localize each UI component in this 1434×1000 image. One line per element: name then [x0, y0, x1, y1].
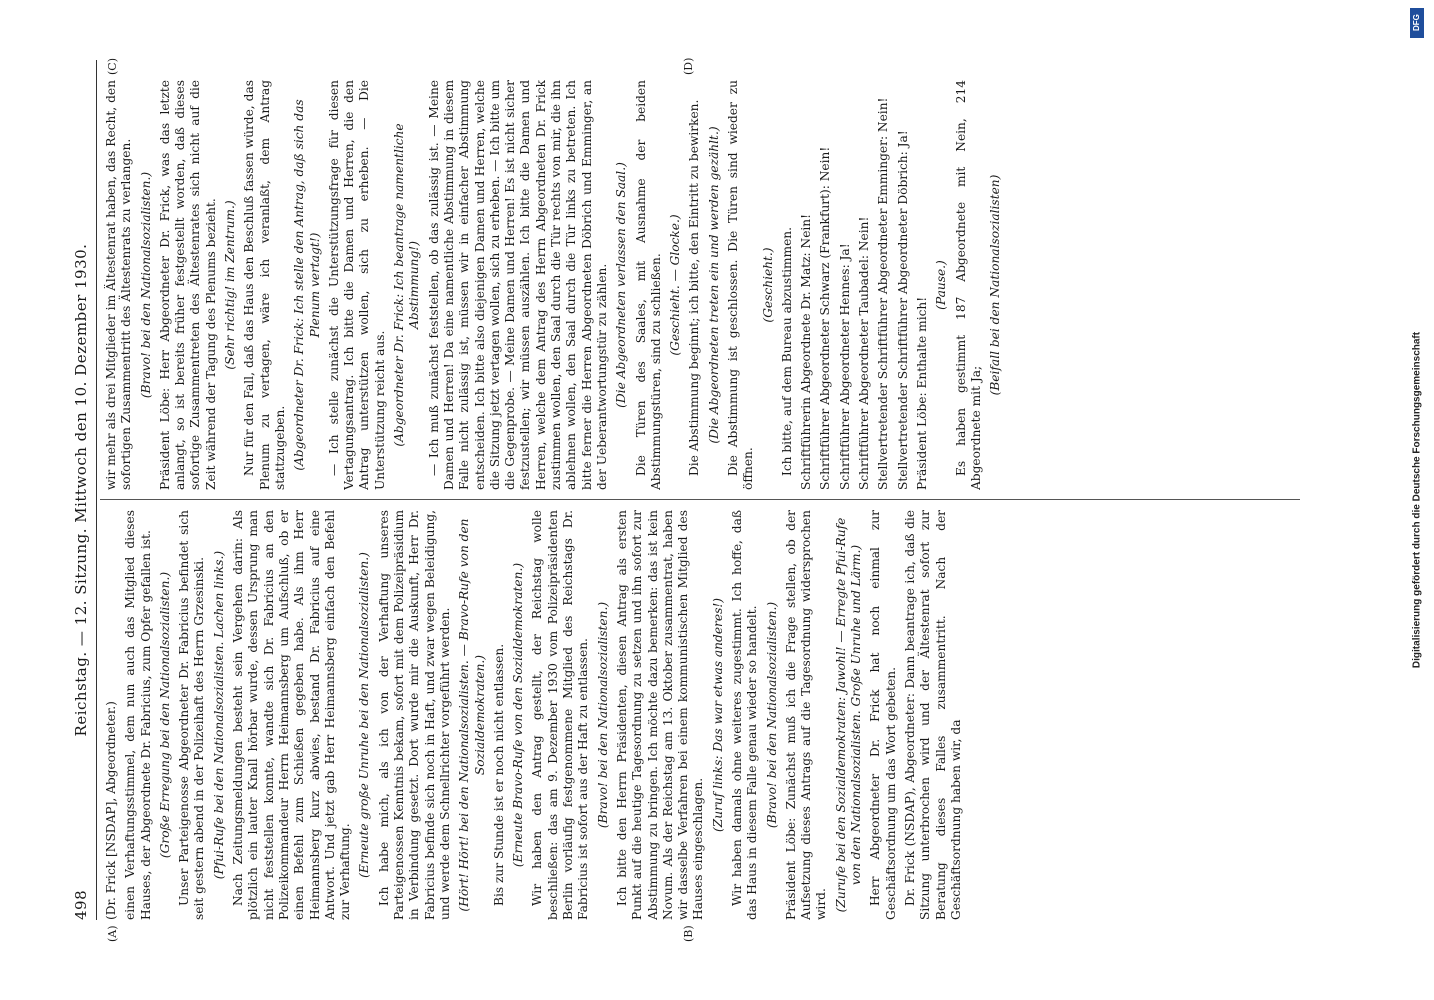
dfg-logo: DFG	[1410, 8, 1424, 38]
paragraph: Die Türen des Saales, mit Ausnahme der beiden Abstimmungstüren, sind zu schließen.	[633, 80, 663, 490]
paragraph: Ich bitte, auf dem Bureau abzustimmen.	[779, 226, 794, 476]
funding-note: Digitalisierung gefördert durch die Deutsche Forschungsgemeinschaft	[1411, 331, 1423, 669]
interjection: (Pause.)	[934, 260, 949, 310]
paragraph: Es haben gestimmt 187 Abgeordnete mit Nein, 214 Abgeordnete mit Ja;	[953, 80, 983, 490]
paragraph: Schriftführerin Abgeordnete Dr. Matz: Nein!	[799, 213, 814, 490]
paragraph: — Ich muß zunächst feststellen, ob das zulässig ist. — Meine Damen und Herren! Da eine namentliche Abstimmung in diesem Falle nicht zulässig ist, müssen wir in einfacher Abstimmung entscheiden. Ich bitte also diejenigen Damen und Herren, welche die Sitzung jetzt vertagen wollen, sich zu erheben. — Ich bitte um die Gegenprobe. — Meine Damen und Herren! Es ist nicht sicher festzustellen; wir müssen auszählen. Ich bitte die Damen und Herren, welche dem Antrag des Herrn Abgeordneten Dr. Frick zustimmen wollen, den Saal durch die Tür rechts von mir, die ihn ablehnen wollen, den Saal durch die Tür links zu betreten. Ich bitte ferner die Herren Abgeordneten Döbrich und Emminger, an der Ueberantwortungstür zu zählen.	[426, 80, 609, 490]
column-divider	[100, 499, 1300, 500]
interjection: (Pfui-Rufe bei den Nationalsozialisten. Lachen links.)	[211, 550, 226, 880]
paragraph: Dr. Frick (NSDAP), Abgeordneter: Dann beantrage ich, daß die Sitzung unterbrochen wird und der Ältestenrat sofort zur Beratung dieses Falles zusammentritt. Nach der Geschäftsordnung haben wir, da	[902, 510, 963, 920]
interjection: (Geschieht.)	[760, 247, 775, 323]
interjection: (Geschieht. — Glocke.)	[668, 214, 683, 356]
paragraph: Herr Abgeordneter Dr. Frick hat noch einmal zur Geschäftsordnung um das Wort gebeten.	[868, 510, 898, 920]
paragraph: Wir haben den Antrag gestellt, der Reichstag wolle beschließen: das am 9. Dezember 1930 vom Polizeipräsidenten Berlin vorläufig festgenommene Mitglied des Reichstags Dr. Fabricius ist sofort aus der Haft zu entlassen.	[530, 510, 591, 920]
interjection: (Bravo! bei den Nationalsozialisten.)	[138, 171, 153, 399]
paragraph: — Ich stelle zunächst die Unterstützungsfrage für diesen Vertagungsantrag. Ich bitte die Damen und Herren, die den Antrag unterstützen wollen, sich zu erheben. — Die Unterstützung reicht aus.	[326, 80, 387, 490]
paragraph: Schriftführer Abgeordneter Taubadel: Nein!	[857, 216, 872, 490]
interjection: (Sehr richtig! im Zentrum.)	[223, 200, 238, 370]
margin-marker-d: (D)	[682, 57, 695, 75]
paragraph: Präsident Löbe: Zunächst muß ich die Frage stellen, ob der Aufsetzung dieses Antrags auf die Tagesordnung widersprochen wird.	[783, 510, 829, 920]
paragraph: Nach Zeitungsmeldungen besteht sein Vergehen darin: Als plötzlich ein lauter Knall hörbar wurde, dessen Ursprung man nicht feststellen konnte, wandte sich Dr. Fabricius an den Polizeikommandeur Herrn Heimannsberg um Aufschluß, ob er einen Befehl zum Schießen gegeben habe. Als ihm Herr Heimannsberg kurz abwies, bestand Dr. Fabricius auf eine Antwort. Und jetzt gab Herr Heimannsberg einfach den Befehl zur Verhaftung.	[231, 510, 353, 920]
paragraph: Stellvertretender Schriftführer Abgeordneter Döbrich: Ja!	[895, 130, 910, 490]
paragraph: Schriftführer Abgeordneter Schwarz (Frankfurt): Nein!	[818, 146, 833, 490]
interjection: (Erneute große Unruhe bei den Nationalsozialisten.)	[357, 552, 372, 878]
paragraph: Wir haben damals ohne weiteres zugestimmt. Ich hoffe, daß das Haus in diesem Falle genau wieder so handelt.	[729, 510, 760, 920]
paragraph: Präsident Löbe: Enthalte mich!	[914, 296, 929, 490]
interjection: (Zurufe bei den Sozialdemokraten: Jawohl! — Erregte Pfui-Rufe von den Nationalsozialisten. Große Unruhe und Lärm.)	[833, 517, 864, 913]
interjection: (Hört! Hört! bei den Nationalsozialisten. — Bravo-Rufe von den Sozialdemokraten.)	[457, 518, 487, 912]
interjection: (Zuruf links: Das war etwas anderes!)	[710, 598, 725, 832]
paragraph: Präsident Löbe: Herr Abgeordneter Dr. Frick, was das letzte anlangt, so ist bereits früher festgestellt worden, daß dieses sofortige Zusammentreten des Ältestenrates sich nicht auf die Zeit während der Tagung des Plenums bezieht.	[157, 80, 218, 490]
interjection: (Abgeordneter Dr. Frick: Ich stelle den Antrag, daß sich das Plenum vertagt!)	[292, 99, 322, 471]
margin-marker-b: (B)	[682, 925, 695, 942]
page-header	[70, 60, 97, 920]
paragraph: Stellvertretender Schriftführer Abgeordneter Emminger: Nein!	[876, 97, 891, 490]
paragraph: Die Abstimmung ist geschlossen. Die Türen sind wieder zu öffnen.	[725, 80, 756, 490]
right-column	[104, 80, 1324, 490]
interjection: (Beifall bei den Nationalsozialisten)	[988, 174, 1003, 396]
paragraph: Ich habe mich, als ich von der Verhaftung unseres Parteigenossen Kenntnis bekam, sofort mit dem Polizeipräsidium in Verbindung gesetzt. Dort wurde mir die Auskunft, Herr Dr. Fabricius befinde sich noch in Haft, und zwar wegen Beleidigung, und werde dem Schnellrichter vorgeführt werden.	[376, 510, 452, 920]
page-number: 498	[72, 889, 90, 920]
paragraph: Unser Parteigenosse Abgeordneter Dr. Fabricius befindet sich seit gestern abend in der Polizeihaft des Herrn Grzesinski.	[177, 510, 207, 920]
paragraph: Nur für den Fall, daß das Haus den Beschluß fassen würde, das Plenum zu vertagen, wäre ich veranlaßt, dem Antrag stattzugeben.	[242, 80, 287, 490]
left-column	[104, 510, 1324, 920]
paragraph: Bis zur Stunde ist er noch nicht entlassen.	[491, 643, 506, 906]
interjection: (Die Abgeordneten treten ein und werden gezählt.)	[706, 126, 721, 444]
interjection: (Abgeordneter Dr. Frick: Ich beantrage namentliche Abstimmung!)	[392, 123, 422, 447]
interjection: (Bravo! bei den Nationalsozialisten.)	[764, 601, 779, 829]
funding-sideline	[1406, 0, 1428, 1000]
paragraph: (Dr. Frick [NSDAP], Abgeordneter.)	[104, 701, 118, 920]
page-title: Reichstag. — 12. Sitzung. Mittwoch den 10. Dezember 1930.	[72, 243, 90, 737]
margin-marker-a: (A)	[106, 925, 119, 942]
interjection: (Erneute Bravo-Rufe von den Sozialdemokraten.)	[511, 562, 526, 868]
paragraph: Ich bitte den Herrn Präsidenten, diesen Antrag als ersten Punkt auf die heutige Tagesordnung zu setzen und ihn sofort zur Abstimmung zu bringen. Ich möchte dazu bemerken: das ist kein Novum. Als der Reichstag am 13. Oktober zusammentrat, haben wir dasselbe Verfahren bei einem kommunistischen Mitglied des Hauses eingeschlagen.	[614, 510, 706, 920]
paragraph: wir mehr als drei Mitglieder im Ältestenrat haben, das Recht, den sofortigen Zusammentritt des Ältestenrats zu verlangen.	[104, 80, 134, 490]
paragraph: Schriftführer Abgeordneter Hennes: Ja!	[837, 243, 852, 490]
interjection: (Große Erregung bei den Nationalsozialisten.)	[157, 571, 172, 859]
paragraph: Die Abstimmung beginnt; ich bitte, den Eintritt zu bewirken.	[687, 99, 702, 476]
rotated-page	[70, 57, 1350, 942]
margin-marker-c: (C)	[106, 58, 119, 75]
interjection: (Die Abgeordneten verlassen den Saal.)	[614, 162, 629, 408]
interjection: (Bravo! bei den Nationalsozialisten.)	[595, 601, 610, 829]
paragraph: einen Verhaftungsstimmel, dem nun auch das Mitglied dieses Hauses, der Abgeordnete Dr. Fabricius, zum Opfer gefallen ist.	[123, 510, 153, 920]
